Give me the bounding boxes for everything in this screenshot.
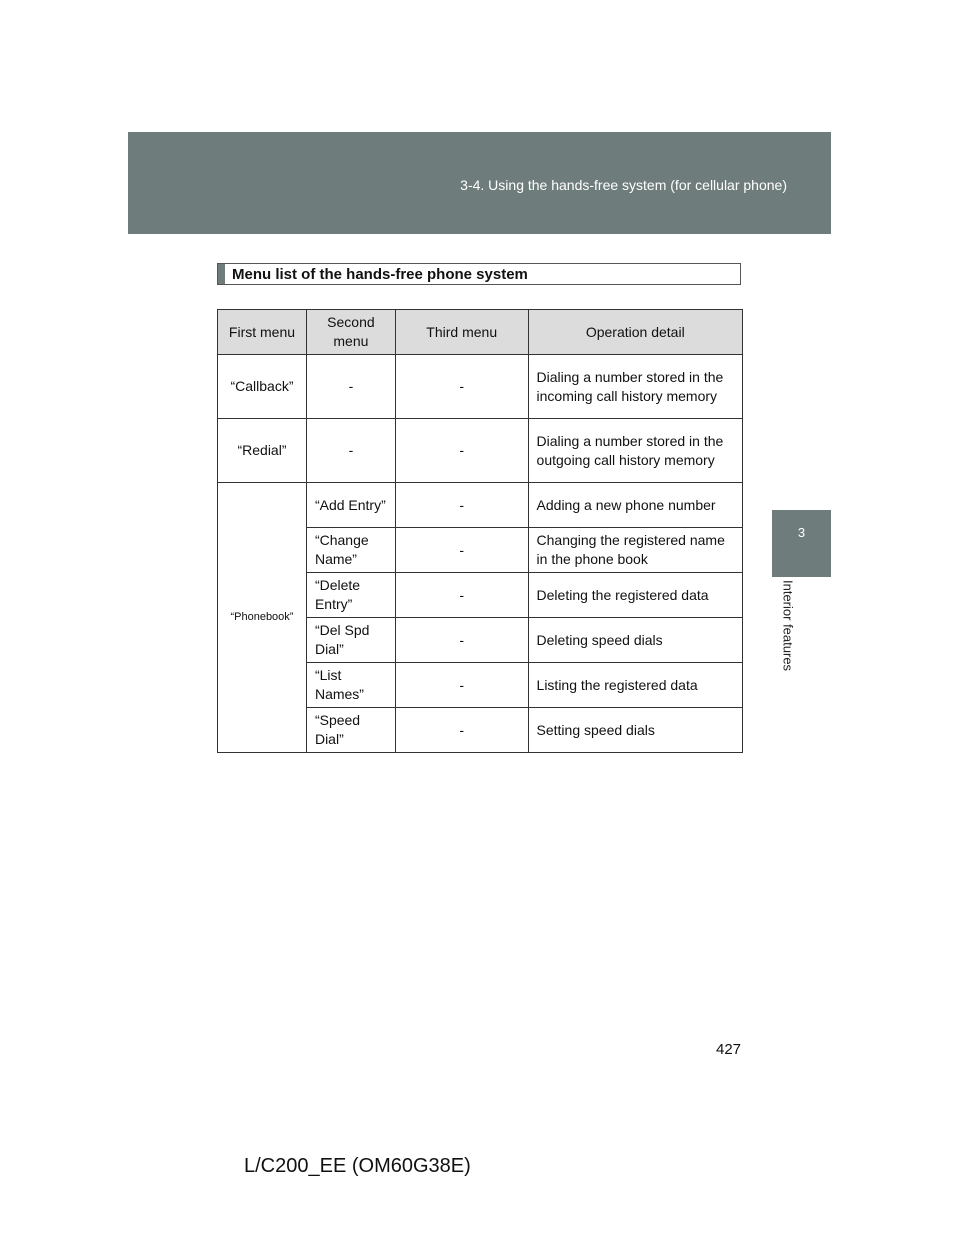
chapter-number: 3 [797,525,806,540]
cell-operation-detail: Adding a new phone number [528,483,742,528]
cell-first-menu: “Redial” [218,419,307,483]
chapter-label-container [778,580,798,690]
cell-operation-detail: Dialing a number stored in the outgoing call history memory [528,419,742,483]
cell-operation-detail: Deleting the registered data [528,573,742,618]
cell-operation-detail: Listing the registered data [528,663,742,708]
table-row [218,483,743,528]
cell-second-menu: “Delete Entry” [306,573,395,618]
page-number: 427 [716,1041,742,1058]
cell-second-menu: - [306,419,395,483]
section-heading-text: Menu list of the hands-free phone system [232,266,528,283]
column-header-first-menu: First menu [218,310,307,355]
section-heading-bar [218,264,225,284]
header-band [128,132,831,234]
table-row [218,419,743,483]
cell-third-menu: - [395,528,528,573]
menu-table [217,309,743,753]
cell-third-menu: - [395,419,528,483]
cell-first-menu-phonebook: “Phonebook” [218,483,307,753]
chapter-label: Interior features [780,580,796,672]
cell-third-menu: - [395,483,528,528]
cell-operation-detail: Deleting speed dials [528,618,742,663]
cell-third-menu: - [395,573,528,618]
cell-second-menu: “Change Name” [306,528,395,573]
cell-operation-detail: Dialing a number stored in the incoming call history memory [528,355,742,419]
cell-second-menu: “Add Entry” [306,483,395,528]
chapter-tab [772,510,831,577]
cell-second-menu: “Del Spd Dial” [306,618,395,663]
footer-code: L/C200_EE (OM60G38E) [244,1155,471,1177]
cell-first-menu: “Callback” [218,355,307,419]
cell-third-menu: - [395,663,528,708]
cell-second-menu: - [306,355,395,419]
cell-third-menu: - [395,618,528,663]
cell-operation-detail: Changing the registered name in the phone book [528,528,742,573]
table-row [218,355,743,419]
column-header-third-menu: Third menu [395,310,528,355]
cell-second-menu: “Speed Dial” [306,708,395,753]
column-header-second-menu: Second menu [306,310,395,355]
header-title: 3-4. Using the hands-free system (for cellular phone) [460,177,787,193]
cell-third-menu: - [395,355,528,419]
cell-operation-detail: Setting speed dials [528,708,742,753]
column-header-operation-detail: Operation detail [528,310,742,355]
cell-second-menu: “List Names” [306,663,395,708]
section-heading [217,263,741,285]
cell-third-menu: - [395,708,528,753]
